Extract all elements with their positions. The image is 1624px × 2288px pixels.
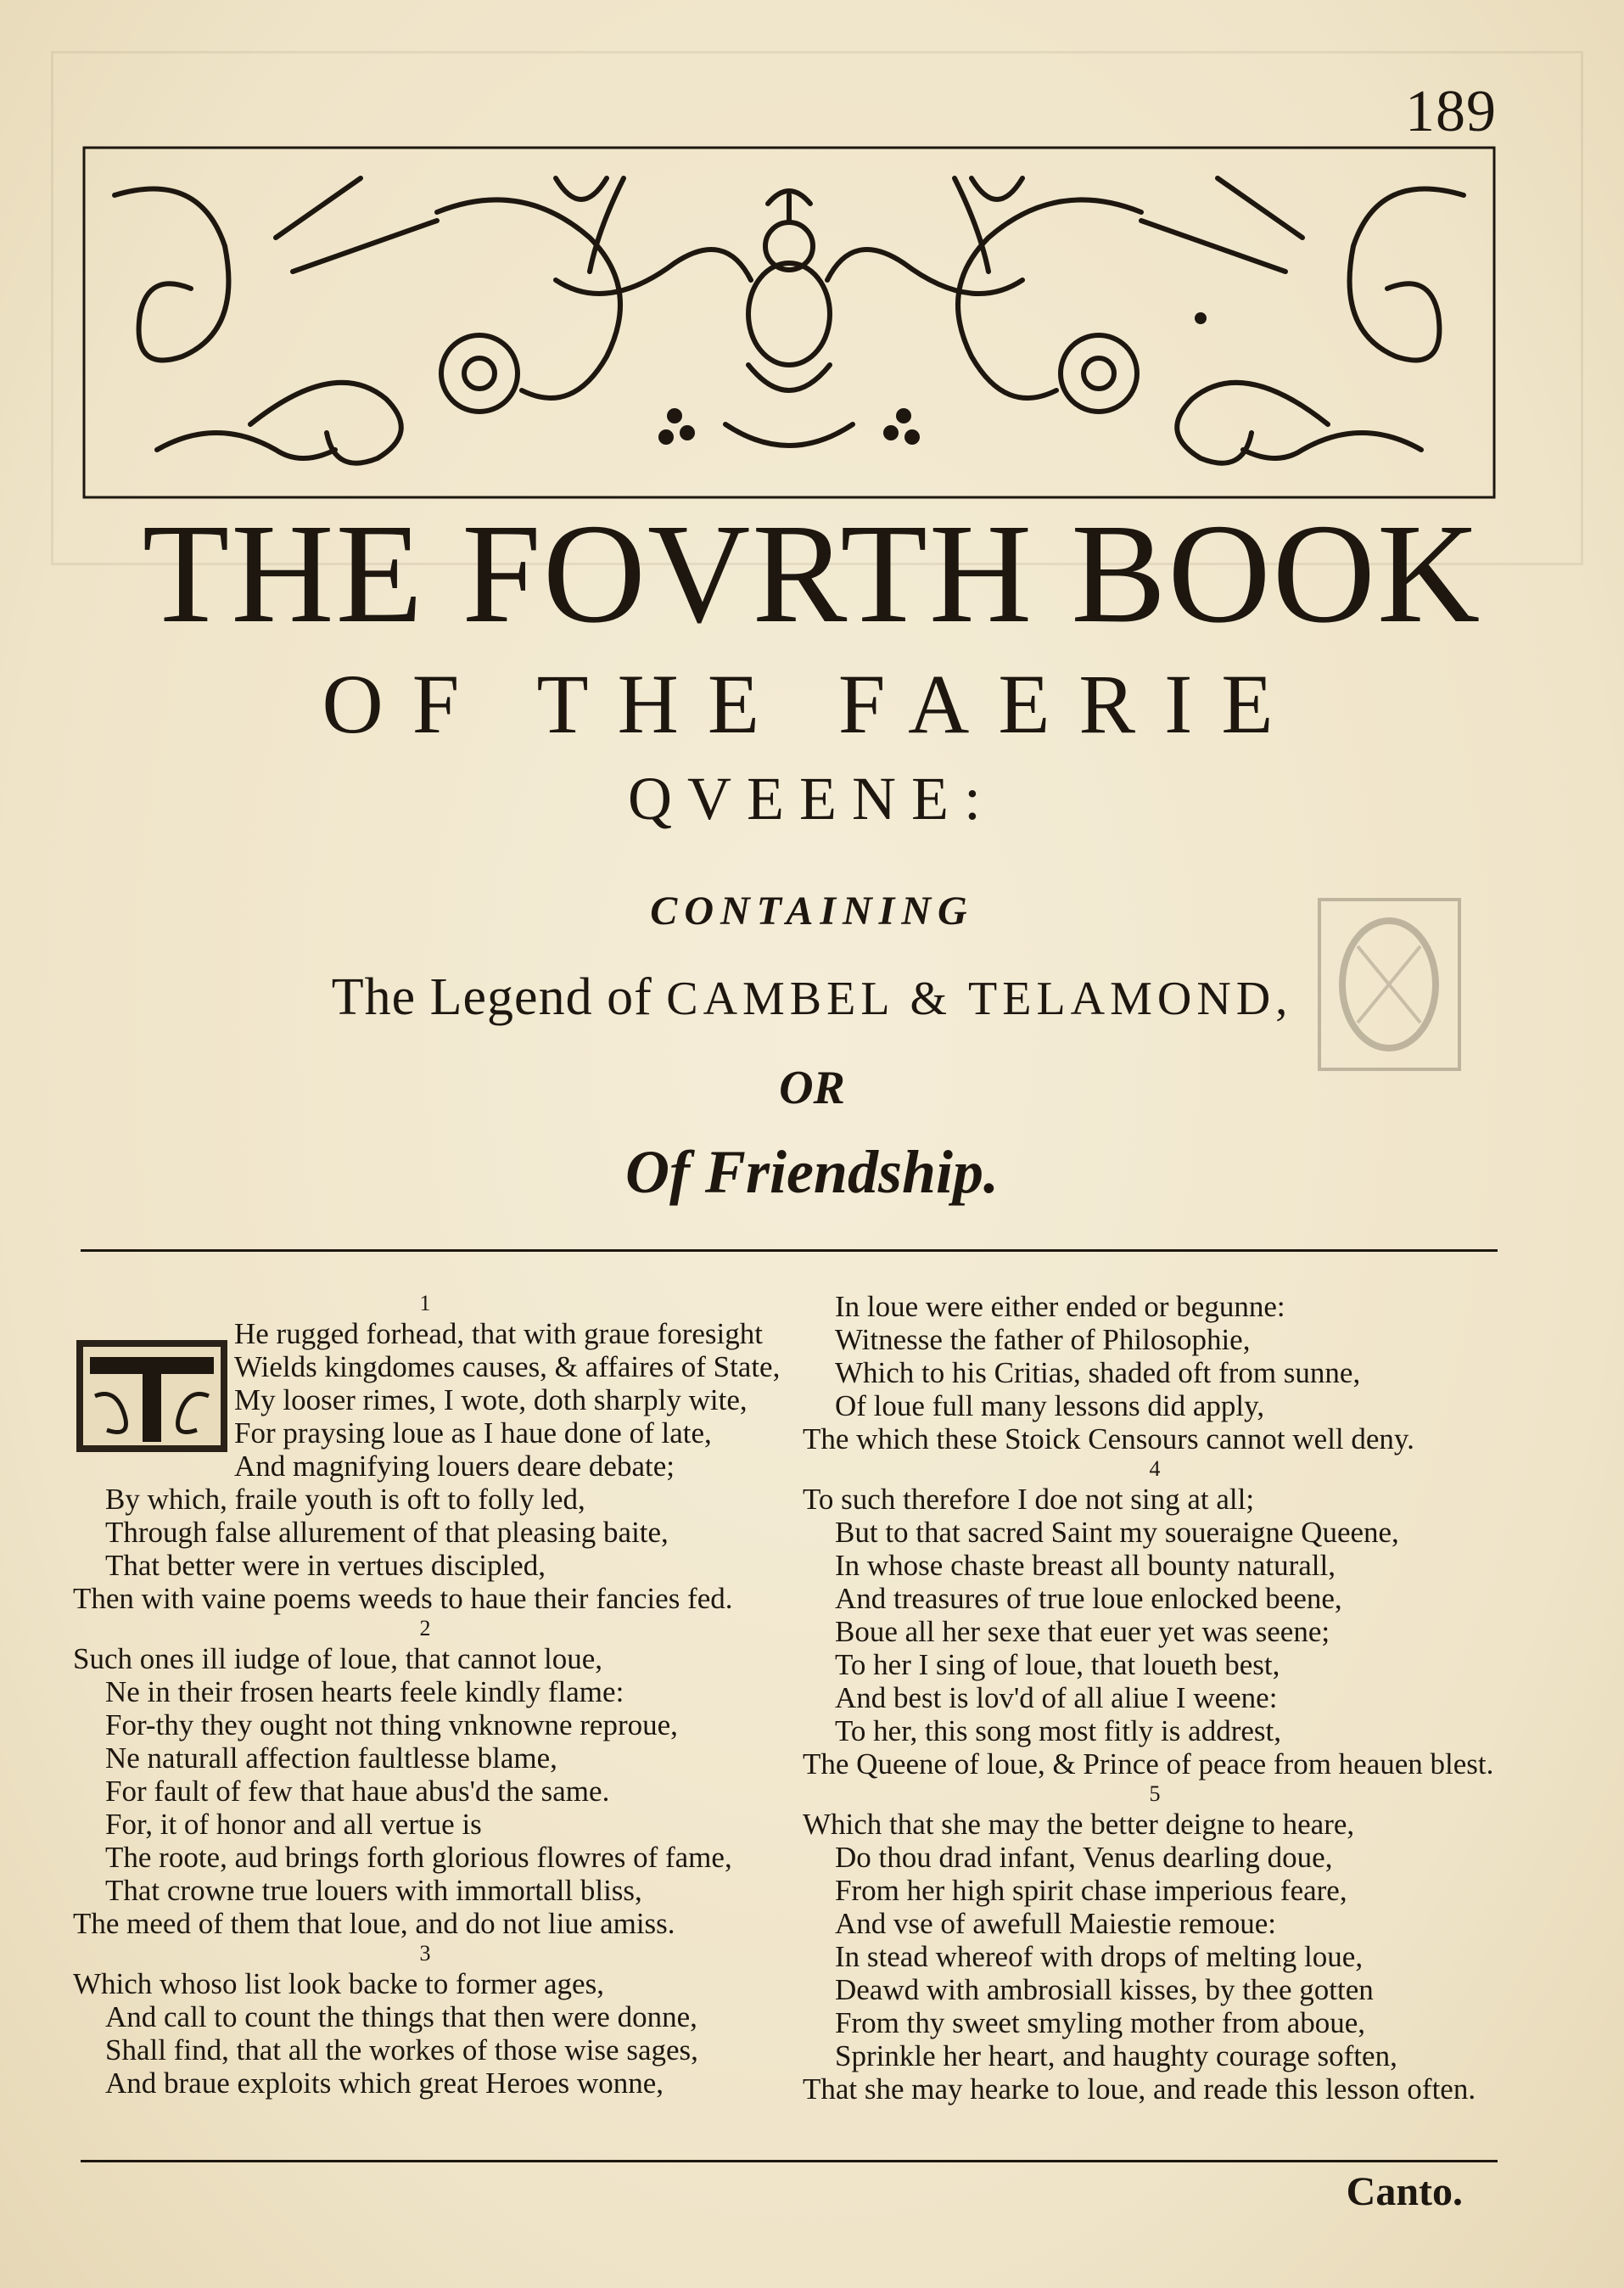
woodcut-headpiece-ornament (81, 144, 1498, 501)
containing-label: CONTAINING (650, 889, 974, 934)
verse-line: Boue all her sexe that euer yet was seene; (835, 1615, 1330, 1648)
verse-line: And braue exploits which great Heroes wonne, (105, 2066, 664, 2100)
verse-line: Sprinkle her heart, and haughty courage soften, (835, 2039, 1397, 2072)
stanza-number: 1 (419, 1291, 431, 1315)
verse-line: Wields kingdomes causes, & affaires of State, (234, 1350, 781, 1383)
verse-line: And call to count the things that then were donne, (105, 2000, 697, 2033)
verse-line: And vse of awefull Maiestie remoue: (835, 1907, 1276, 1940)
verse-line: And best is lov'd of all aliue I weene: (835, 1681, 1278, 1714)
verse-line: By which, fraile youth is oft to folly led, (105, 1483, 585, 1516)
verse-line: For-thy they ought not thing vnknowne reproue, (105, 1708, 678, 1741)
verse-line: To her, this song most fitly is addrest, (835, 1714, 1281, 1747)
stanza-number: 2 (419, 1616, 431, 1640)
page-number: 189 (1405, 79, 1497, 144)
verse-line: The meed of them that loue, and do not liue amiss. (73, 1907, 675, 1940)
verse-line: To such therefore I doe not sing at all; (803, 1483, 1255, 1516)
verse-line: That crowne true louers with immortall bliss, (105, 1874, 642, 1907)
verse-line: To her I sing of loue, that loueth best, (835, 1648, 1280, 1681)
top-rule (81, 1249, 1498, 1252)
verse-line: And magnifying louers deare debate; (234, 1450, 675, 1483)
verse-line: The roote, aud brings forth glorious flowres of fame, (105, 1841, 732, 1874)
verse-line: And treasures of true loue enlocked beene, (835, 1582, 1342, 1615)
title-line-2: OF THE FAERIE (322, 657, 1302, 751)
verse-line: He rugged forhead, that with graue foresight (234, 1317, 763, 1350)
friendship-subtitle: Of Friendship. (624, 1138, 1000, 1206)
verse-line: For, it of honor and all vertue is (105, 1808, 482, 1841)
verse-line: From thy sweet smyling mother from aboue, (835, 2006, 1366, 2039)
faded-ornament-initial (1315, 895, 1464, 1074)
verse-line: Shall find, that all the workes of those wise sages, (105, 2033, 698, 2066)
verse-line: Do thou drad infant, Venus dearling doue, (835, 1841, 1333, 1874)
legend-prefix: The Legend of (331, 968, 652, 1026)
verse-line: My looser rimes, I wote, doth sharply wite, (234, 1383, 748, 1416)
verse-line: Which to his Critias, shaded oft from sunne, (835, 1356, 1361, 1389)
verse-line: For fault of few that haue abus'd the same. (105, 1775, 610, 1808)
book-title: THE FOVRTH BOOK (142, 495, 1482, 653)
stanza-number: 4 (1149, 1456, 1161, 1481)
verse-line: Which whoso list look backe to former ages, (73, 1967, 604, 2000)
verse-line: Which that she may the better deigne to heare, (803, 1808, 1355, 1841)
verse-line: Then with vaine poems weeds to haue their fancies fed. (73, 1582, 733, 1615)
verse-line: Through false allurement of that pleasing baite, (105, 1516, 669, 1549)
verse-line: In whose chaste breast all bounty naturall, (835, 1549, 1336, 1582)
verse-line: Witnesse the father of Philosophie, (835, 1323, 1251, 1356)
verse-line: For praysing loue as I haue done of late, (234, 1416, 712, 1450)
title-line-3: QVEENE: (628, 765, 996, 833)
verse-line: That she may hearke to loue, and reade this lesson often. (803, 2072, 1476, 2106)
verse-line: Of loue full many lessons did apply, (835, 1389, 1265, 1422)
or-word: OR (779, 1062, 845, 1114)
left-text-column (73, 1290, 781, 2100)
verse-line: That better were in vertues discipled, (105, 1549, 546, 1582)
bottom-rule (81, 2160, 1498, 2162)
stanza-number: 5 (1149, 1781, 1161, 1806)
verse-line: From her high spirit chase imperious feare, (835, 1874, 1347, 1907)
verse-line: But to that sacred Saint my soueraigne Queene, (835, 1516, 1399, 1549)
verse-line: In stead whereof with drops of melting loue, (835, 1940, 1364, 1973)
verse-line: The Queene of loue, & Prince of peace from heauen blest. (803, 1747, 1494, 1780)
verse-line: The which these Stoick Censours cannot well deny. (803, 1422, 1414, 1455)
right-text-column (803, 1290, 1507, 2106)
verse-line: In loue were either ended or begunne: (835, 1290, 1285, 1323)
stanza-number: 3 (419, 1941, 431, 1966)
verse-line: Deawd with ambrosiall kisses, by thee gotten (835, 1973, 1374, 2006)
verse-line: Ne in their frosen hearts feele kindly flame: (105, 1675, 624, 1708)
legend-names: CAMBEL & TELAMOND, (666, 973, 1293, 1025)
verse-line: Ne naturall affection faultlesse blame, (105, 1741, 557, 1775)
verse-line: Such ones ill iudge of loue, that cannot loue, (73, 1642, 603, 1675)
catchword: Canto. (1346, 2169, 1463, 2214)
